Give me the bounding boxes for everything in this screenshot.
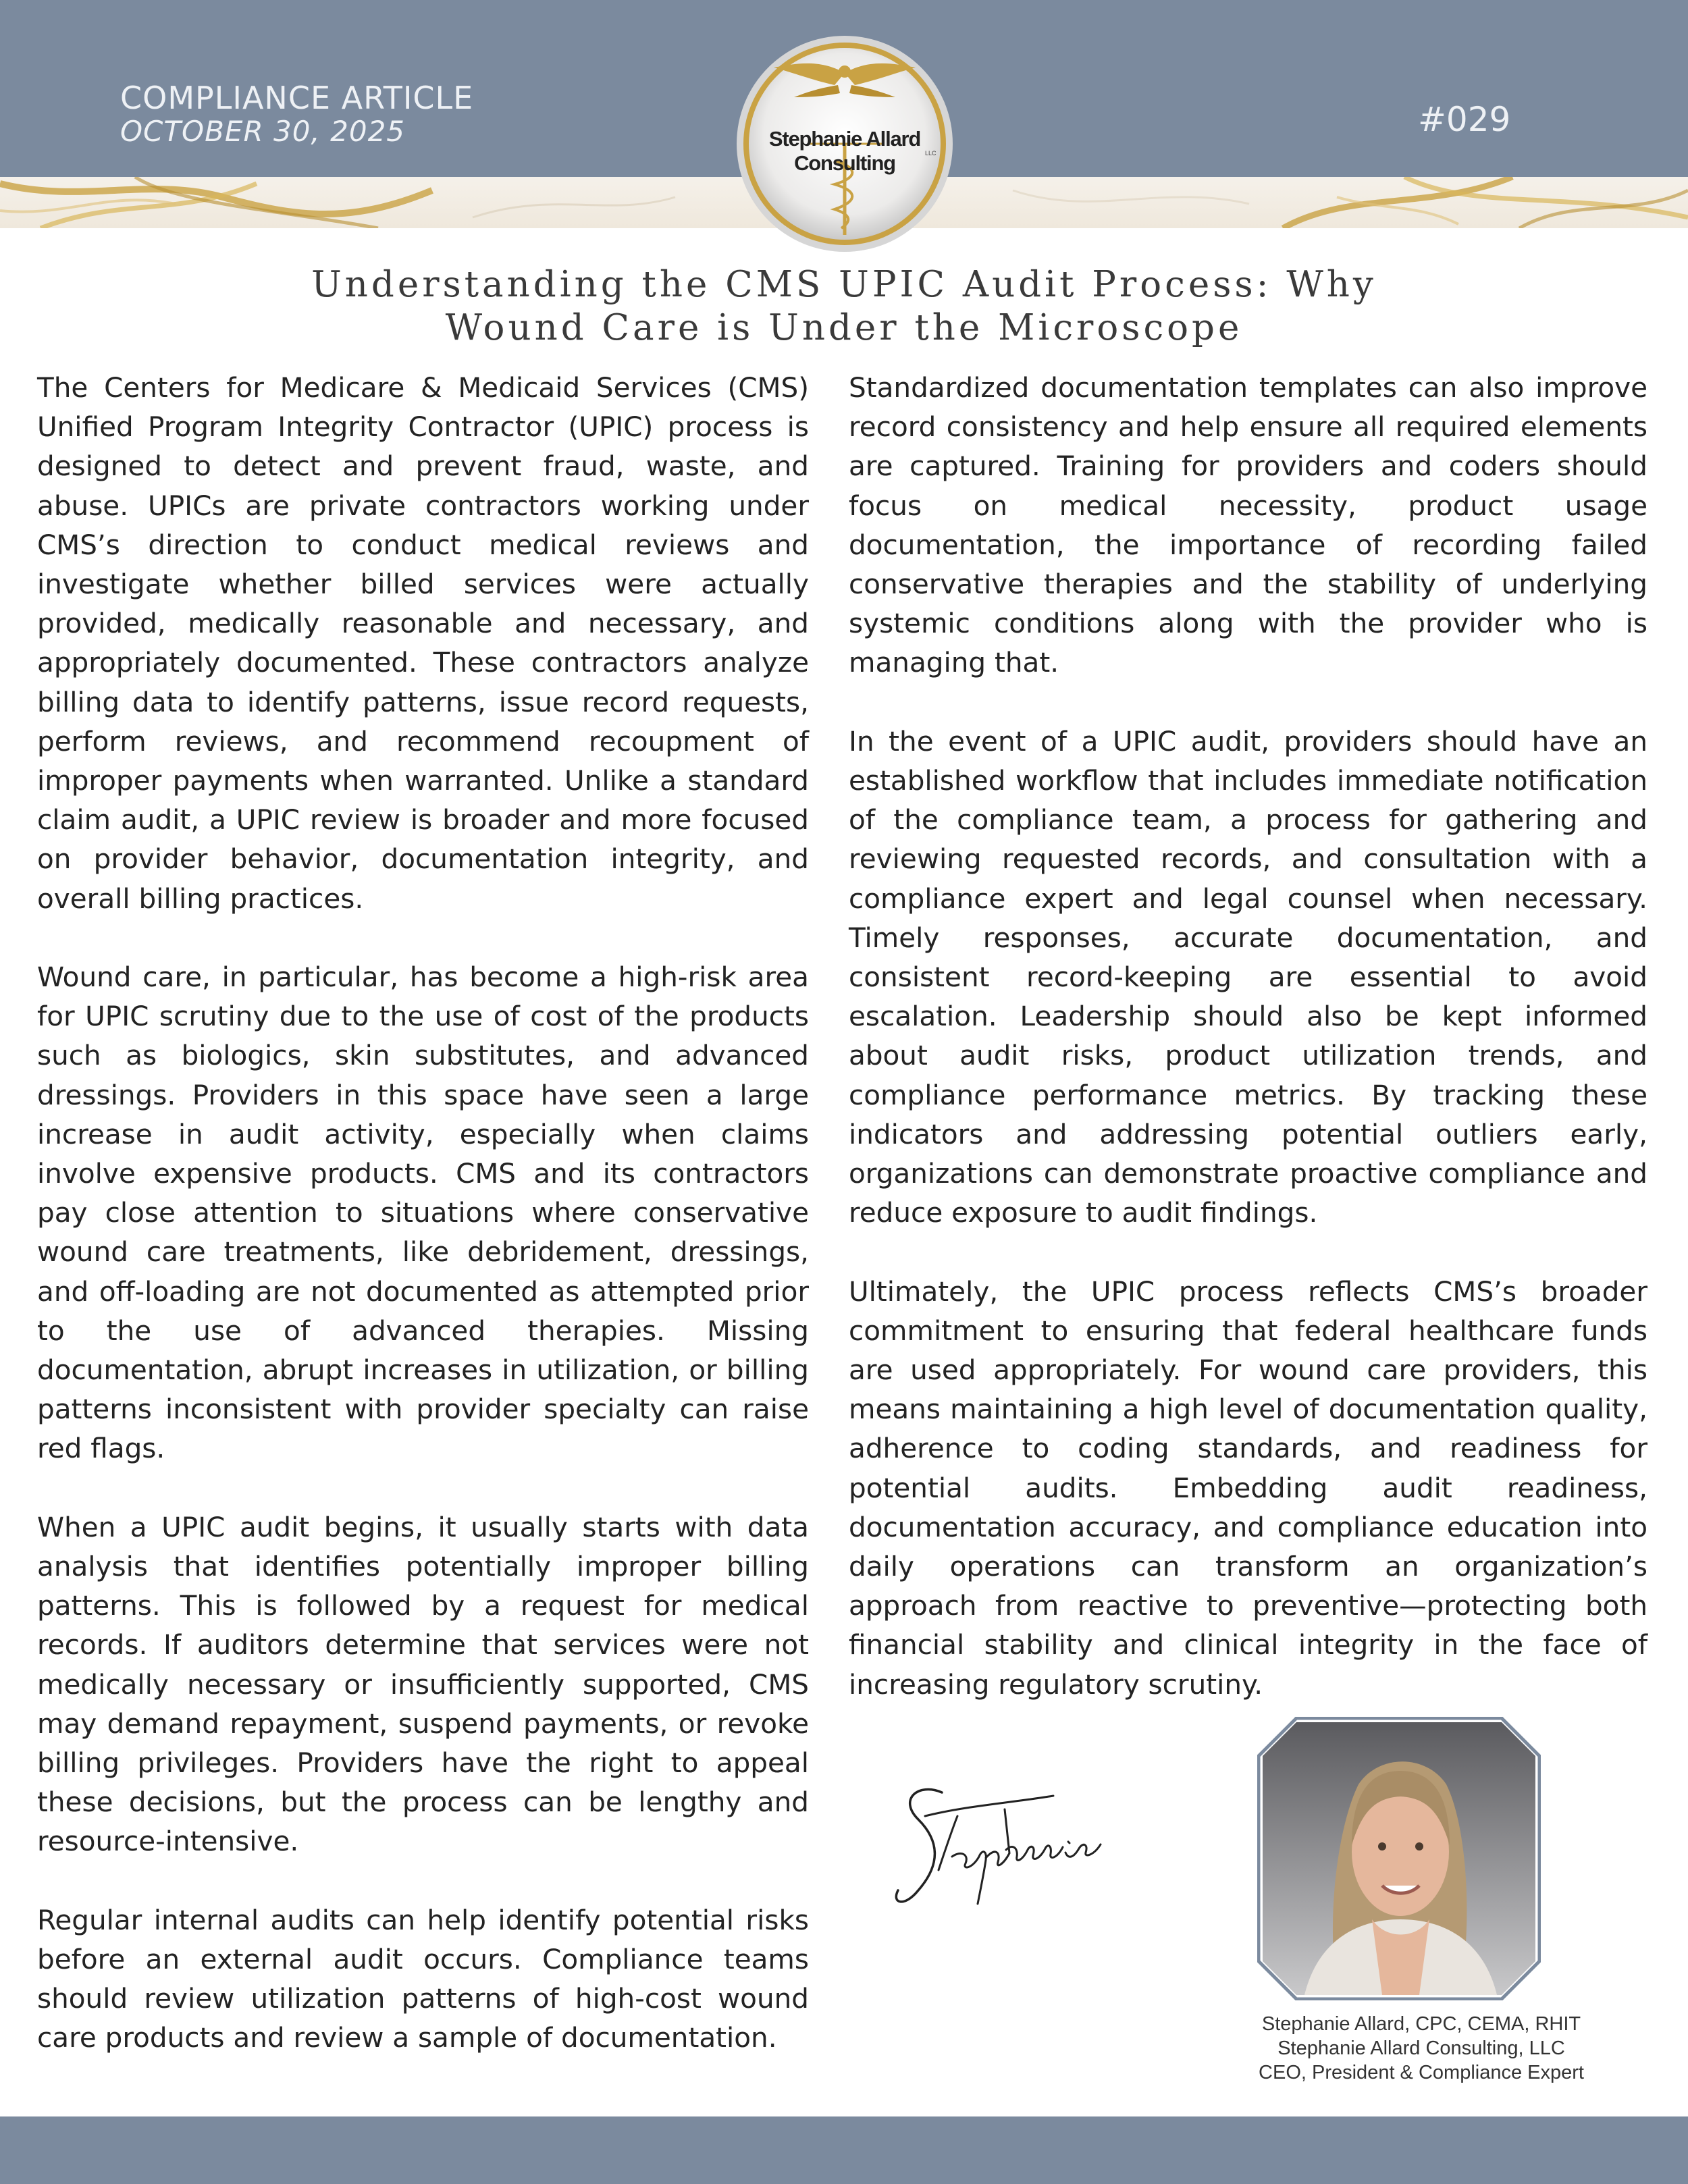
left-column	[37, 368, 809, 2097]
paragraph: In the event of a UPIC audit, providers should have an established workflow that includes immediate notification of the compliance team, a process for gathering and reviewing requested records, and consultation with a compliance expert and legal counsel when necessary. Timely responses, accurate documentation, and consistent record-keeping are essential to avoid escalation. Leadership should also be kept informed about audit risks, product utilization trends, and compliance performance metrics. By tracking these indicators and addressing potential outliers early, organizations can demonstrate proactive compliance and reduce exposure to audit findings.	[849, 724, 1647, 1229]
article-title-line-1: Understanding the CMS UPIC Audit Process: Why	[311, 264, 1377, 305]
paragraph: The Centers for Medicare & Medicaid Services (CMS) Unified Program Integrity Contractor (UPIC) process is designed to detect and prevent fraud, waste, and abuse. UPICs are private contractors working under CMS’s direction to conduct medical reviews and investigate whether billed services were actually provided, medically reasonable and necessary, and appropriately documented. These contractors analyze billing data to identify patterns, issue record requests, perform reviews, and recommend recoupment of improper payments when warranted. Unlike a standard claim audit, a UPIC review is broader and more focused on provider behavior, documentation integrity, and overall billing practices.	[37, 371, 809, 915]
author-name: Stephanie Allard, CPC, CEMA, RHIT	[1261, 2013, 1581, 2035]
article-type-label: COMPLIANCE ARTICLE	[120, 80, 474, 116]
paragraph: Standardized documentation templates can also improve record consistency and help ensure all required elements are captured. Training for providers and coders should focus on medical necessity, product usage documentation, the importance of recording failed conservative therapies and the stability of underlying systemic conditions along with the provider who is managing that.	[849, 371, 1647, 679]
paragraph: Wound care, in particular, has become a high-risk area for UPIC scrutiny due to the use of cost of the products such as biologics, skin substitutes, and advanced dressings. Providers in this space have seen a large increase in audit activity, especially when claims involve expensive products. CMS and its contractors pay close attention to situations where conservative wound care treatments, like debridement, dressings, and off-loading are not documented as attempted prior to the use of advanced therapies. Missing documentation, abrupt increases in utilization, or billing patterns inconsistent with provider specialty can raise red flags.	[37, 961, 809, 1465]
author-company: Stephanie Allard Consulting, LLC	[1277, 2037, 1565, 2059]
right-column	[849, 368, 1647, 1743]
footer-band	[0, 2116, 1688, 2184]
article-date: OCTOBER 30, 2025	[120, 115, 406, 148]
paragraph: When a UPIC audit begins, it usually starts with data analysis that identifies potentially improper billing patterns. This is followed by a request for medical records. If auditors determine that services were not medically necessary or insufficiently supported, CMS may demand repayment, suspend payments, or revoke billing privileges. Providers have the right to appeal these decisions, but the process can be lengthy and resource-intensive.	[37, 1510, 809, 1858]
logo-company-name: Stephanie Allard Consulting	[768, 127, 921, 175]
author-role: CEO, President & Compliance Expert	[1259, 2062, 1584, 2083]
paragraph: Regular internal audits can help identify potential risks before an external audit occurs. Compliance teams should review utilization patterns of high-cost wound care products and review a sample of documentation.	[37, 1903, 809, 2054]
author-caption	[1161, 2012, 1681, 2085]
article-number: #029	[1418, 100, 1511, 139]
paragraph: Ultimately, the UPIC process reflects CMS’s broader commitment to ensuring that federal healthcare funds are used appropriately. For wound care providers, this means maintaining a high level of documentation quality, adherence to coding standards, and readiness for potential audits. Embedding audit readiness, documentation accuracy, and compliance education into daily operations can transform an organization’s approach from reactive to preventive—protecting both financial stability and clinical integrity in the face of increasing regulatory scrutiny.	[849, 1275, 1647, 1701]
article-title-line-2: Wound Care is Under the Microscope	[445, 307, 1243, 348]
logo-llc-suffix: LLC	[925, 150, 937, 157]
author-signature	[878, 1769, 1215, 1931]
author-photo	[1257, 1717, 1541, 2000]
article-title	[135, 263, 1553, 350]
